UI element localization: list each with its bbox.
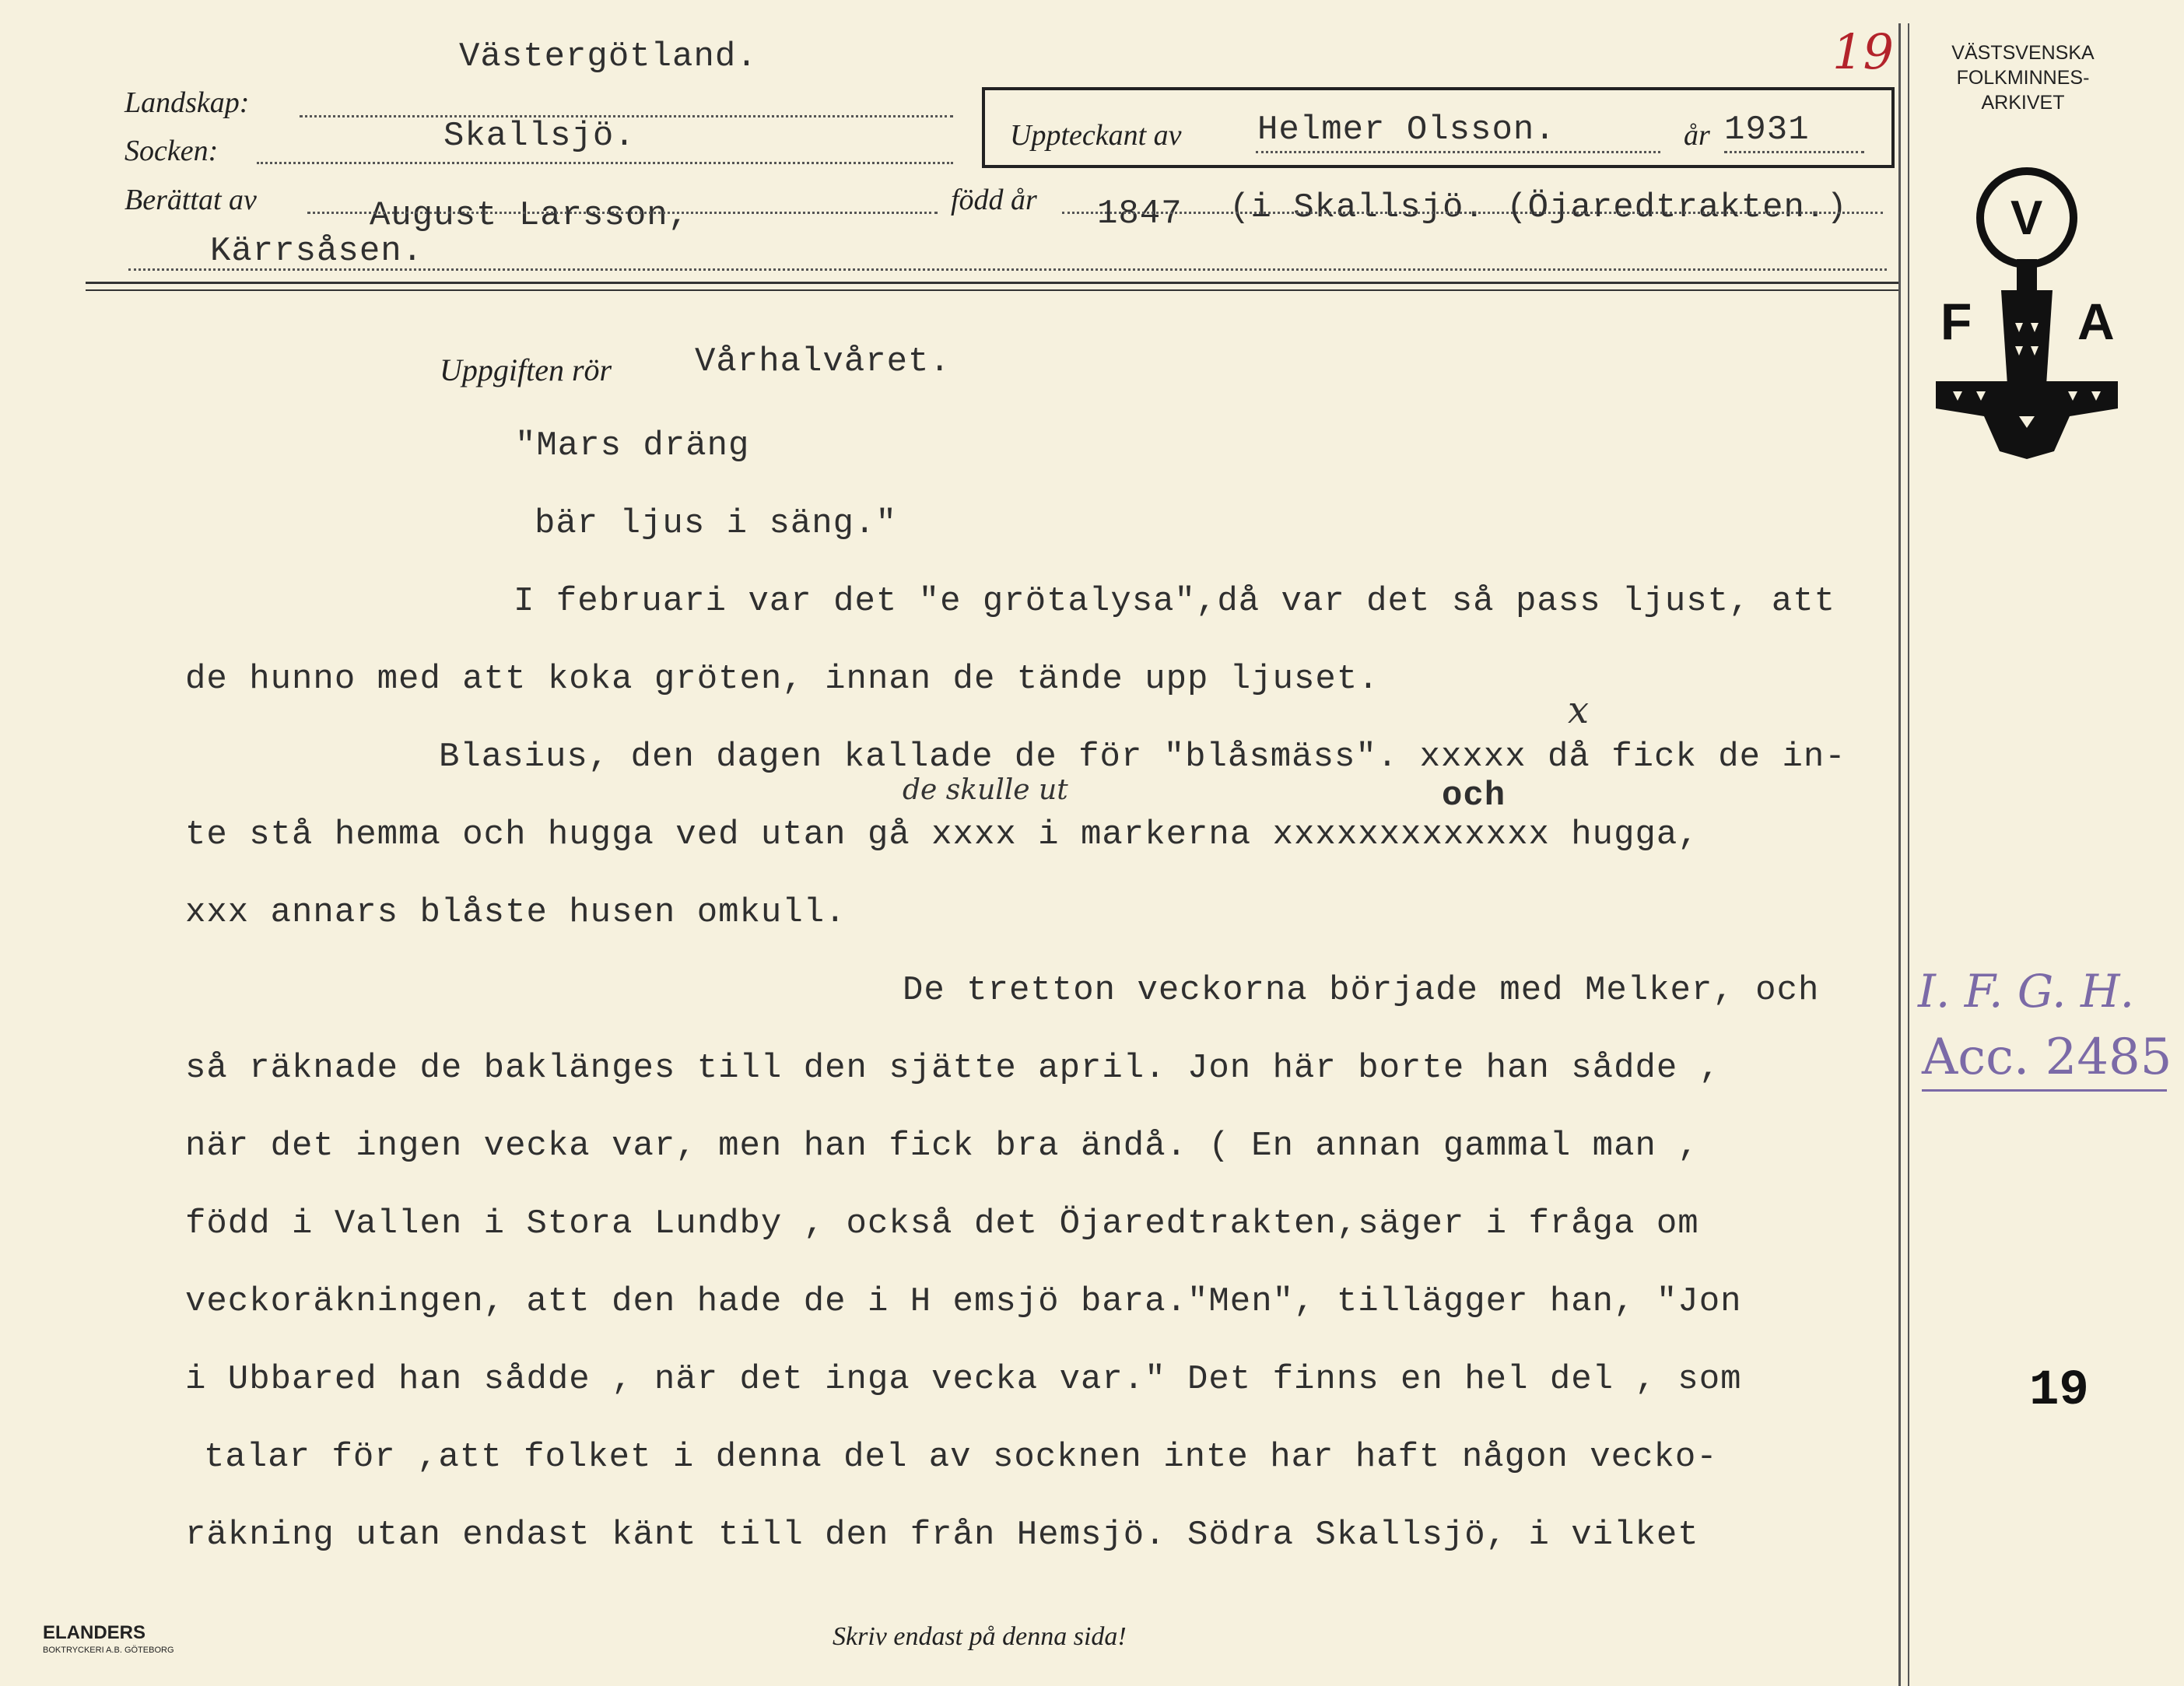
uppt-label: Uppteckant av	[1010, 119, 1182, 152]
handwritten-insert: de skulle ut	[903, 774, 1068, 806]
logo-letter-a: A	[2077, 293, 2115, 350]
logo-letter-v: V	[2010, 191, 2043, 245]
socken-label: Socken:	[124, 135, 219, 167]
socken-line	[257, 162, 953, 164]
year-value: 1931	[1724, 110, 1810, 149]
body-line-7: xxx annars blåste husen omkull.	[185, 893, 847, 932]
narrator-place: Kärrsåsen.	[210, 232, 424, 271]
berattat-label: Berättat av	[124, 184, 257, 216]
province-value: Västergötland.	[459, 37, 758, 76]
accession-stamp-line1: I. F. G. H.	[1918, 965, 2135, 1018]
header-rule-top	[86, 282, 1898, 284]
narrator-value: August Larsson,	[370, 196, 690, 235]
archive-name-1: VÄSTSVENSKA	[1951, 42, 2095, 64]
printer-mark: ELANDERS	[43, 1622, 146, 1643]
birth-year: 1847	[1097, 195, 1183, 233]
body-line-11: född i Vallen i Stora Lundby , också det Öjaredtrakten,säger i fråga om	[185, 1204, 1699, 1243]
header-rule-bottom	[86, 289, 1898, 291]
typed-och-insert: och	[1442, 776, 1506, 815]
archive-name-2: FOLKMINNES-	[1956, 67, 2090, 89]
margin-rule-1	[1898, 23, 1901, 1686]
berattat-line	[307, 212, 938, 214]
body-line-6: te stå hemma och hugga ved utan gå xxxx i markerna xxxxxxxxxxxxx hugga,	[185, 815, 1699, 854]
body-line-14: talar för ,att folket i denna del av socknen inte har haft någon vecko-	[204, 1438, 1718, 1477]
body-line-3: I februari var det "e grötalysa",då var det så pass ljust, att	[514, 582, 1836, 621]
logo-letter-f: F	[1940, 293, 1972, 350]
archive-name	[1922, 40, 2124, 115]
body-line-15: räkning utan endast känt till den från Hemsjö. Södra Skallsjö, i vilket	[185, 1516, 1699, 1555]
body-line-5: Blasius, den dagen kallade de för "blåsmäss". xxxxx då fick de in-	[439, 738, 1846, 776]
archive-name-3: ARKIVET	[1981, 92, 2065, 114]
body-line-4: de hunno med att koka gröten, innan de tände upp ljuset.	[185, 660, 1379, 699]
ar-label: år	[1684, 119, 1710, 152]
body-line-12: veckoräkningen, att den hade de i H emsjö bara."Men", tillägger han, "Jon	[185, 1282, 1742, 1321]
page-number-handwritten: 19	[1832, 23, 1894, 80]
place-line	[128, 268, 1887, 271]
socken-value: Skallsjö.	[443, 117, 636, 156]
accession-stamp-line2: Acc. 2485	[1922, 1029, 2172, 1086]
recorder-box	[982, 87, 1895, 168]
body-line-1: "Mars dräng	[515, 426, 750, 465]
body-line-10: när det ingen vecka var, men han fick bra ändå. ( En annan gammal man ,	[185, 1127, 1699, 1165]
body-line-8: De tretton veckorna började med Melker, och	[903, 971, 1820, 1010]
recorder-value: Helmer Olsson.	[1257, 110, 1556, 149]
body-line-13: i Ubbared han sådde , när det inga vecka var." Det finns en hel del , som	[185, 1360, 1742, 1399]
subject-label: Uppgiften rör	[440, 352, 612, 387]
body-line-9: så räknade de baklänges till den sjätte april. Jon här borte han sådde ,	[185, 1049, 1721, 1088]
accession-underline	[1922, 1089, 2167, 1092]
landskap-label: Landskap:	[124, 86, 250, 119]
margin-rule-2	[1908, 23, 1909, 1686]
handwritten-x-insert: x	[1568, 689, 1590, 732]
fodd-label: född år	[951, 184, 1037, 216]
archive-page-number: 19	[2029, 1363, 2089, 1419]
body-line-2: bär ljus i säng."	[535, 504, 897, 543]
archive-logo	[1930, 159, 2124, 471]
subject-value: Vårhalvåret.	[695, 342, 951, 381]
fodd-line	[1062, 212, 1883, 214]
birth-place: (i Skallsjö. (Öjaredtrakten.)	[1229, 188, 1848, 227]
printer-sub: BOKTRYCKERI A.B. GÖTEBORG	[43, 1646, 174, 1655]
footer-instruction: Skriv endast på denna sida!	[833, 1622, 1127, 1651]
